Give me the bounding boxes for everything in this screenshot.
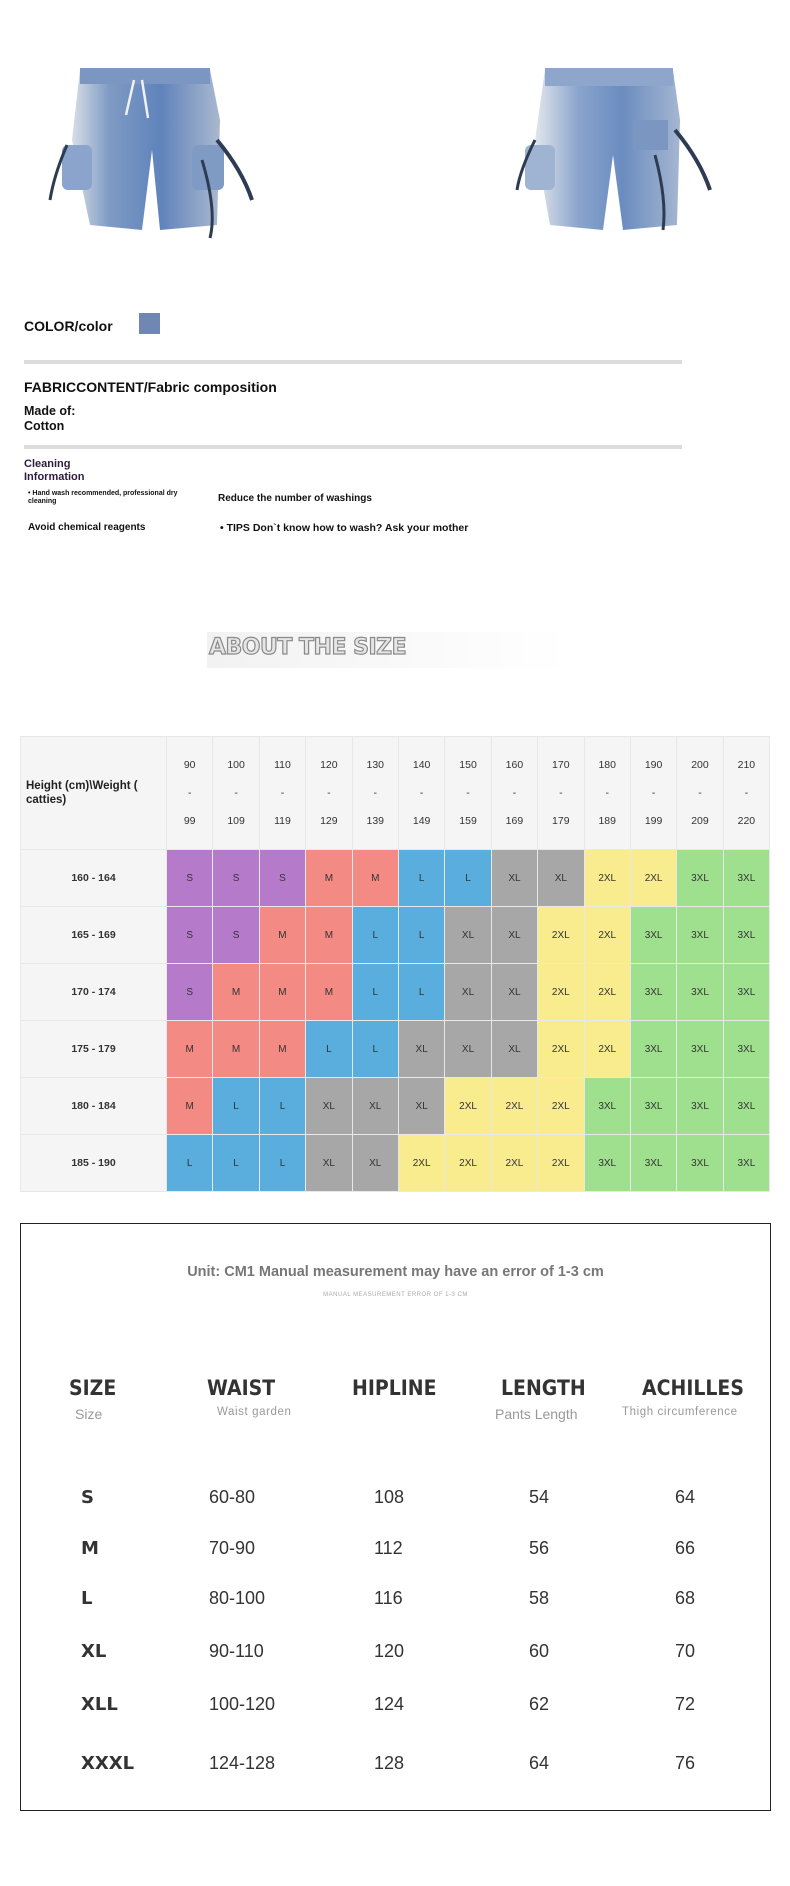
weight-from: 90 [183,759,196,771]
measure-thigh-value: 66 [675,1538,696,1558]
color-label: COLOR/color [24,318,113,334]
weight-dash: - [187,787,192,799]
weight-to: 99 [183,815,196,827]
weight-to: 149 [412,815,431,827]
header-achilles: ACHILLES [642,1376,744,1400]
size-cell: 2XL [584,1021,630,1078]
weight-to: 159 [459,815,477,827]
size-cell: 3XL [630,1135,676,1192]
measure-size-value: S [81,1487,94,1508]
size-cell: 3XL [677,1021,723,1078]
weight-to: 199 [644,815,663,827]
size-cell: XL [306,1135,352,1192]
size-banner [207,632,587,668]
header-length-sub: Pants Length [495,1406,578,1422]
measure-length-value: 58 [529,1588,550,1608]
size-cell: XL [352,1135,398,1192]
header-waist-sub: Waist garden [217,1406,292,1418]
size-cell: 2XL [538,1135,584,1192]
height-label: 165 - 169 [21,907,167,964]
size-cell: XL [491,964,537,1021]
size-cell: 2XL [445,1135,491,1192]
product-front-image [42,60,262,240]
measurement-panel [20,1223,771,1811]
weight-column-header [584,737,630,850]
measure-thigh-value: 68 [675,1588,696,1608]
size-cell: L [213,1078,259,1135]
unit-subnote: MANUAL MEASUREMENT ERROR OF 1-3 CM [323,1292,468,1298]
measure-waist-value: 60-80 [209,1487,256,1507]
size-cell: L [259,1078,305,1135]
corner-label: Height (cm)\Weight ( catties) [21,737,167,850]
size-cell: M [167,1021,213,1078]
size-cell: 2XL [538,907,584,964]
size-cell: L [352,1021,398,1078]
size-chart-row [21,1078,770,1135]
weight-from: 100 [227,759,245,771]
size-cell: 3XL [677,850,723,907]
weight-dash: - [744,787,749,799]
measure-waist-value: 70-90 [209,1538,256,1558]
size-cell: S [213,850,259,907]
measure-hip-value: 108 [374,1487,405,1507]
size-cell: M [306,964,352,1021]
chemical-tip: Avoid chemical reagents [28,522,146,533]
weight-column-header [538,737,584,850]
size-cell: XL [445,907,491,964]
measure-waist-value: 124-128 [209,1753,276,1773]
size-chart-row [21,964,770,1021]
size-chart-row [21,907,770,964]
measure-size-value: XXXL [81,1753,135,1774]
size-cell: 3XL [677,1135,723,1192]
measure-thigh-value: 76 [675,1753,696,1773]
weight-dash: - [512,787,517,799]
size-cell: 3XL [630,907,676,964]
measure-length-value: 56 [529,1538,550,1558]
size-cell: S [167,907,213,964]
measure-length-value: 54 [529,1487,550,1507]
measure-length-value: 60 [529,1641,550,1661]
fabric-title: FABRICCONTENT/Fabric composition [24,379,277,395]
divider [24,445,682,449]
weight-from: 210 [737,759,756,771]
size-cell: 3XL [723,1021,769,1078]
weight-to: 109 [227,815,245,827]
size-cell: 3XL [723,964,769,1021]
size-cell: S [167,850,213,907]
cleaning-title-2: Information [24,471,85,483]
size-cell: 2XL [491,1078,537,1135]
size-cell: L [398,907,444,964]
size-banner-title: ABOUT THE SIZE [209,635,407,660]
measure-waist-value: 80-100 [209,1588,266,1608]
measure-length-value: 64 [529,1753,550,1773]
size-cell: 2XL [538,964,584,1021]
size-chart-header-row [21,737,770,850]
size-cell: M [259,1021,305,1078]
weight-column-header [723,737,769,850]
weight-from: 110 [274,759,291,771]
color-swatch[interactable] [139,313,160,334]
size-cell: S [259,850,305,907]
weight-column-header [352,737,398,850]
reduce-tip: Reduce the number of washings [218,493,372,504]
height-label: 160 - 164 [21,850,167,907]
size-cell: L [213,1135,259,1192]
header-achilles-sub: Thigh circumference [622,1406,738,1418]
wash-tip: • Hand wash recommended, professional dry cleaning [28,490,178,505]
measure-waist-value: 90-110 [209,1641,264,1661]
size-cell: XL [491,850,537,907]
size-cell: M [352,850,398,907]
weight-column-header [491,737,537,850]
header-hipline: HIPLINE [352,1376,437,1400]
weight-to: 129 [320,815,338,827]
measure-size-value: XLL [81,1694,118,1715]
size-cell: 3XL [630,1078,676,1135]
size-cell: XL [306,1078,352,1135]
weight-dash: - [651,787,656,799]
size-cell: S [167,964,213,1021]
weight-dash: - [327,787,331,799]
size-cell: 2XL [538,1078,584,1135]
size-cell: L [352,907,398,964]
weight-dash: - [605,787,609,799]
weight-dash: - [419,787,424,799]
size-cell: 3XL [630,964,676,1021]
weight-column-header [445,737,491,850]
size-cell: M [306,850,352,907]
weight-from: 150 [459,759,477,771]
weight-column-header [213,737,259,850]
size-cell: XL [445,964,491,1021]
measure-size-value: M [81,1538,99,1559]
height-label: 175 - 179 [21,1021,167,1078]
weight-column-header [630,737,676,850]
weight-column-header [398,737,444,850]
weight-to: 119 [274,815,291,827]
measure-size-value: L [81,1588,93,1609]
measure-waist-value: 100-120 [209,1694,276,1714]
measure-hip-value: 120 [374,1641,405,1661]
size-chart-row [21,1021,770,1078]
product-back-image [505,60,725,240]
size-cell: 2XL [398,1135,444,1192]
size-cell: XL [398,1078,444,1135]
measure-hip-value: 116 [374,1588,403,1608]
cleaning-title: Cleaning [24,458,71,470]
header-length: LENGTH [501,1376,586,1400]
size-cell: XL [352,1078,398,1135]
measure-length-value: 62 [529,1694,550,1714]
size-cell: 3XL [723,1135,769,1192]
size-cell: 2XL [630,850,676,907]
size-chart [20,736,770,1192]
size-cell: L [167,1135,213,1192]
size-cell: XL [398,1021,444,1078]
size-cell: M [259,964,305,1021]
height-label: 180 - 184 [21,1078,167,1135]
made-of-label: Made of: [24,404,76,418]
size-cell: 3XL [630,1021,676,1078]
size-cell: 3XL [723,1078,769,1135]
weight-column-header [306,737,352,850]
size-cell: 2XL [491,1135,537,1192]
size-cell: XL [538,850,584,907]
size-cell: L [259,1135,305,1192]
header-size: SIZE [69,1376,117,1400]
unit-note: Unit: CM1 Manual measurement may have an error of 1-3 cm [187,1264,604,1280]
weight-column-header [677,737,723,850]
size-cell: M [167,1078,213,1135]
size-cell: 3XL [584,1078,630,1135]
weight-from: 180 [598,759,616,771]
weight-from: 120 [320,759,338,771]
size-cell: L [306,1021,352,1078]
header-size-sub: Size [75,1406,103,1422]
height-label: 170 - 174 [21,964,167,1021]
height-label: 185 - 190 [21,1135,167,1192]
weight-dash: - [559,787,563,799]
weight-column-header [259,737,305,850]
weight-dash: - [466,787,470,799]
weight-dash: - [280,787,285,799]
size-cell: 2XL [584,907,630,964]
size-cell: 2XL [538,1021,584,1078]
size-cell: M [213,1021,259,1078]
measure-thigh-value: 64 [675,1487,696,1507]
size-cell: L [445,850,491,907]
size-cell: XL [491,907,537,964]
size-cell: XL [491,1021,537,1078]
size-cell: 2XL [584,850,630,907]
weight-from: 160 [505,759,524,771]
weight-from: 170 [552,759,570,771]
measure-thigh-value: 72 [675,1694,696,1714]
size-cell: 3XL [584,1135,630,1192]
weight-to: 220 [737,815,756,827]
weight-dash: - [373,787,377,799]
tips-text: • TIPS Don`t know how to wash? Ask your mother [220,522,469,534]
header-waist: WAIST [207,1376,276,1400]
weight-to: 189 [598,815,616,827]
size-cell: L [352,964,398,1021]
size-cell: 3XL [723,850,769,907]
size-cell: 3XL [723,907,769,964]
size-cell: M [259,907,305,964]
weight-dash: - [698,787,702,799]
measure-thigh-value: 70 [675,1641,696,1661]
weight-from: 130 [366,759,385,771]
measure-hip-value: 128 [374,1753,405,1773]
size-cell: 3XL [677,907,723,964]
size-chart-row [21,1135,770,1192]
size-cell: 2XL [445,1078,491,1135]
weight-from: 190 [644,759,663,771]
weight-column-header [167,737,213,850]
weight-to: 139 [366,815,385,827]
weight-from: 200 [691,759,709,771]
material-value: Cotton [24,419,65,433]
measure-hip-value: 124 [374,1694,405,1714]
size-cell: L [398,964,444,1021]
weight-to: 169 [505,815,524,827]
size-cell: M [306,907,352,964]
size-cell: XL [445,1021,491,1078]
size-cell: 2XL [584,964,630,1021]
measure-hip-value: 112 [374,1538,403,1558]
weight-from: 140 [412,759,431,771]
weight-to: 209 [691,815,709,827]
size-cell: 3XL [677,964,723,1021]
size-chart-row [21,850,770,907]
size-cell: S [213,907,259,964]
weight-to: 179 [552,815,570,827]
size-cell: M [213,964,259,1021]
divider [24,360,682,364]
measure-size-value: XL [81,1641,107,1662]
weight-dash: - [234,787,238,799]
size-cell: L [398,850,444,907]
size-cell: 3XL [677,1078,723,1135]
